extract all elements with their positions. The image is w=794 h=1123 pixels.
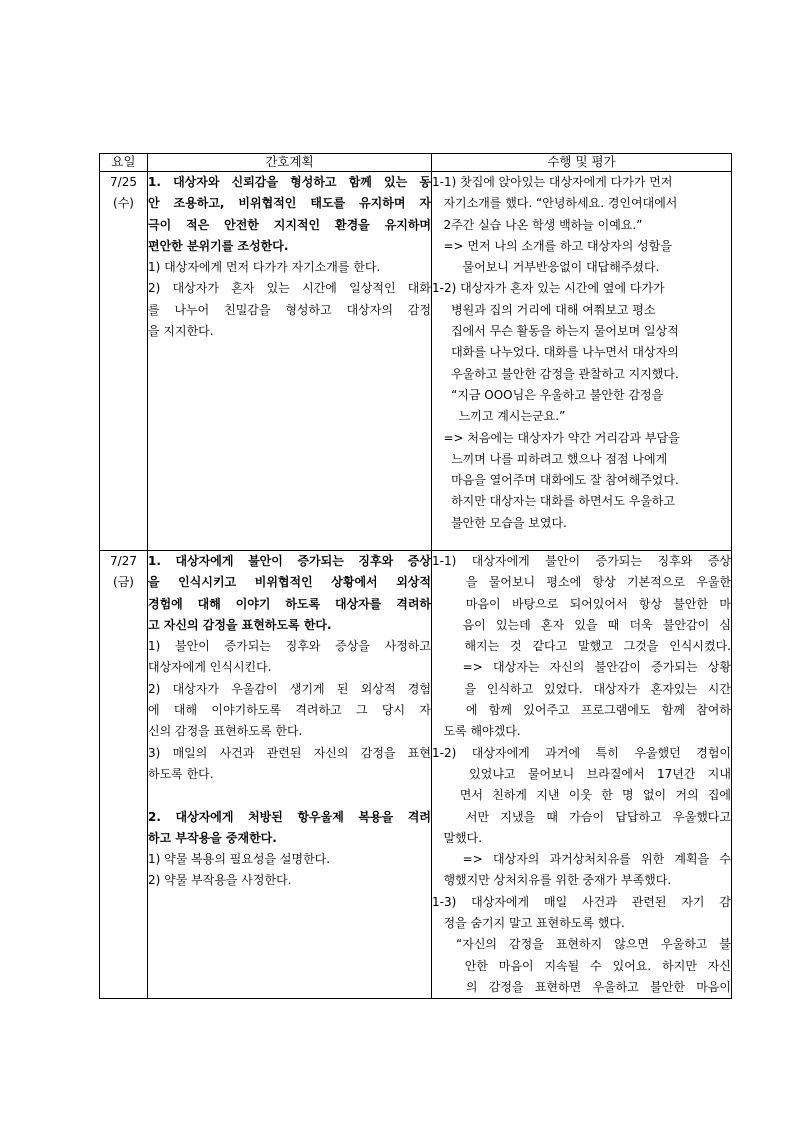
eval-line: 느끼고 계시는군요.” <box>432 409 566 424</box>
plan-line: 1) 대상자에게 먼저 다가가 자기소개를 한다. <box>148 260 381 275</box>
eval-line: 대화를 나누었다. 대화를 나누면서 대상자의 <box>432 345 679 360</box>
eval-line: 물어보니 거부반응없이 대답해주셨다. <box>432 260 660 275</box>
plan-line: 경험에 대해 이야기 하도록 대상자를 격려하 <box>148 596 431 611</box>
eval-line: 1-3) 대상자에게 매일 사건과 관련된 자기 감 <box>432 894 731 909</box>
header-day: 요일 <box>100 154 148 172</box>
nursing-plan-table <box>99 153 732 999</box>
header-eval: 수행 및 평가 <box>432 154 732 172</box>
eval-line: => 처음에는 대상자가 약간 거리감과 부담을 <box>432 430 680 445</box>
eval-line: 마음이 바탕으로 되어있어서 항상 불안한 마 <box>432 596 731 611</box>
plan-line: 1. 대상자와 신뢰감을 형성하고 함께 있는 동 <box>148 175 431 189</box>
eval-line: “자신의 감정을 표현하지 않으면 우울하고 불 <box>432 937 731 952</box>
plan-line: 신의 감정을 표현하도록 한다. <box>148 724 303 739</box>
plan-line: 1. 대상자에게 불안이 증가되는 징후와 증상 <box>148 554 431 568</box>
plan-line: 를 나누어 친밀감을 형성하고 대상자의 감정 <box>148 302 431 317</box>
eval-line: 을 물어보니 평소에 항상 기본적으로 우울한 <box>432 575 731 590</box>
eval-line: 하지만 대상자는 대화를 하면서도 우울하고 <box>432 494 675 509</box>
eval-line: 마음을 열어주며 대화에도 잘 참여해주었다. <box>432 473 679 488</box>
plan-line: 2) 약물 부작용을 사정한다. <box>148 873 292 888</box>
plan-line: 2) 대상자가 우울감이 생기게 된 외상적 경험 <box>148 681 431 696</box>
plan-line: 2. 대상자에게 처방된 항우울제 복용을 격려 <box>148 809 431 824</box>
eval-line: => 대상자의 과거상처치유를 위한 계획을 수 <box>432 852 731 867</box>
plan-line: 하고 부작용을 중재한다. <box>148 830 277 845</box>
eval-line: 1-2) 대상자가 혼자 있는 시간에 옆에 다가가 <box>432 281 665 296</box>
table-row <box>100 551 732 999</box>
plan-line: 하도록 한다. <box>148 766 214 781</box>
header-plan: 간호계획 <box>148 154 432 172</box>
eval-line: 1-2) 대상자에게 과거에 특히 우울했던 경험이 <box>432 745 731 760</box>
plan-line: 1) 불안이 증가되는 징후와 증상을 사정하고 <box>148 639 431 654</box>
eval-line: 불안한 모습을 보였다. <box>432 515 567 530</box>
eval-line: 1-1) 대상자에게 불안이 증가되는 징후와 증상 <box>432 554 731 568</box>
plan-line: 에 대해 이야기하도록 격려하고 그 당시 자 <box>148 703 431 718</box>
date-text: 7/27 <box>110 554 137 568</box>
plan-line: 안 조용하고, 비위협적인 태도를 유지하며 자 <box>148 196 431 211</box>
plan-line: 대상자에게 인식시킨다. <box>148 660 272 675</box>
eval-line: => 먼저 나의 소개를 하고 대상자의 성함을 <box>432 238 672 253</box>
plan-line: 을 지지한다. <box>148 324 214 339</box>
eval-line: 행했지만 상처치유를 위한 중재가 부족했다. <box>432 873 672 888</box>
blank-line <box>148 785 431 806</box>
eval-line: 안한 마음이 지속될 수 있어요. 하지만 자신 <box>432 958 731 973</box>
eval-line: 말했다. <box>432 830 483 845</box>
eval-line: 에 함께 있어주고 프로그램에도 함께 참여하 <box>432 703 731 718</box>
eval-line: => 대상자는 자신의 불안감이 증가되는 상황 <box>432 660 731 675</box>
eval-line: 1-1) 찻집에 앉아있는 대상자에게 다가가 먼저 <box>432 175 673 189</box>
eval-line: 정을 숨기지 말고 표현하도록 했다. <box>432 916 625 931</box>
eval-line: “지금 OOO님은 우울하고 불안한 감정을 <box>432 387 664 402</box>
day-cell <box>100 172 148 551</box>
eval-line: 음이 있는데 혼자 있을 때 더욱 불안감이 심 <box>432 617 731 632</box>
eval-line: 우울하고 불안한 감정을 관찰하고 지지했다. <box>432 366 679 381</box>
eval-cell <box>432 551 732 999</box>
eval-line: 집에서 무슨 활동을 하는지 물어보며 일상적 <box>432 324 679 339</box>
eval-line: 서만 지냈을 때 가슴이 답답하고 우울했다고 <box>432 809 731 824</box>
table-row <box>100 172 732 551</box>
plan-cell <box>148 172 432 551</box>
eval-line: 2주간 실습 나온 학생 백하늘 이예요.” <box>432 217 643 232</box>
day-cell <box>100 551 148 999</box>
weekday-text: (금) <box>113 575 134 590</box>
eval-line: 자기소개를 했다. “안녕하세요. 경인여대에서 <box>432 196 678 211</box>
eval-line: 을 인식하고 있었다. 대상자가 혼자있는 시간 <box>432 681 731 696</box>
plan-line: 1) 약물 복용의 필요성을 설명한다. <box>148 852 331 867</box>
eval-line: 도록 해야겠다. <box>432 724 521 739</box>
plan-line: 고 자신의 감정을 표현하도록 한다. <box>148 617 332 632</box>
weekday-text: (수) <box>113 196 134 211</box>
plan-line: 을 인식시키고 비위협적인 상황에서 외상적 <box>148 575 431 590</box>
plan-line: 극이 적은 안전한 지지적인 환경을 유지하며 <box>148 217 431 232</box>
eval-line: 느끼며 나를 피하려고 했으나 점점 나에게 <box>432 451 668 466</box>
plan-line: 편안한 분위기를 조성한다. <box>148 238 289 253</box>
eval-cell <box>432 172 732 551</box>
plan-line: 3) 매일의 사건과 관련된 자신의 감정을 표현 <box>148 745 431 760</box>
eval-line: 해지는 것 같다고 말했고 그것을 인식시켰다. <box>432 639 731 654</box>
eval-line: 의 감정을 표현하면 우울하고 불안한 마음이 <box>432 979 731 994</box>
eval-line: 있었냐고 물어보니 브라질에서 17년간 지내 <box>432 766 731 781</box>
eval-line: 병원과 집의 거리에 대해 여쭤보고 평소 <box>432 302 656 317</box>
date-text: 7/25 <box>110 175 137 189</box>
plan-line: 2) 대상자가 혼자 있는 시간에 일상적인 대화 <box>148 281 431 296</box>
table-header-row <box>100 154 732 172</box>
eval-line: 면서 친하게 지낸 이웃 한 명 없이 거의 집에 <box>432 788 731 803</box>
plan-cell <box>148 551 432 999</box>
